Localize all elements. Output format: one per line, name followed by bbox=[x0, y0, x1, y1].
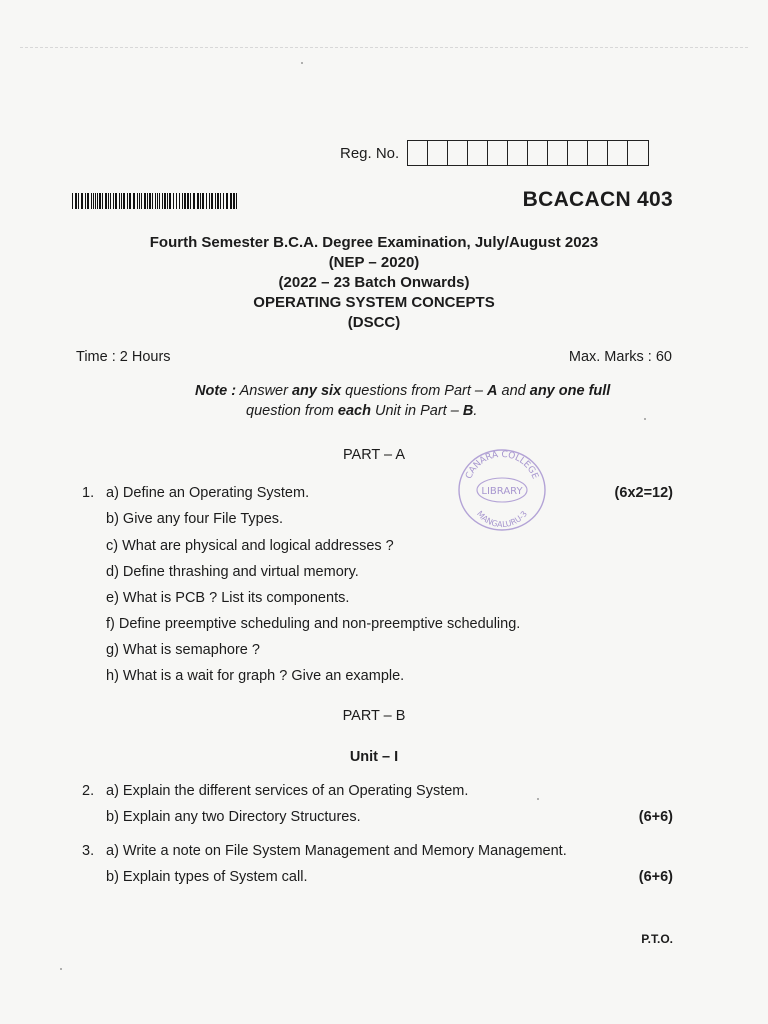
stamp-bottom-text: MANGALURU-3 bbox=[474, 509, 530, 530]
barcode-bar bbox=[217, 193, 219, 209]
barcode-bar bbox=[139, 193, 140, 209]
barcode-bar bbox=[95, 193, 96, 209]
barcode-bar bbox=[144, 193, 146, 209]
barcode-bar bbox=[187, 193, 189, 209]
barcode-bar bbox=[223, 193, 224, 209]
reg-digit-box bbox=[468, 141, 488, 165]
question-3-marks: (6+6) bbox=[638, 869, 673, 885]
question-3b: b) Explain types of System call. bbox=[106, 869, 308, 885]
note-emphasis: any one full bbox=[529, 383, 611, 399]
barcode-bar bbox=[121, 193, 122, 209]
speck bbox=[644, 418, 646, 420]
question-1f: f) Define preemptive scheduling and non-preemptive scheduling. bbox=[106, 616, 521, 632]
barcode-bar bbox=[97, 193, 98, 209]
barcode-bar bbox=[182, 193, 183, 209]
barcode-bar bbox=[157, 193, 158, 209]
barcode-bar bbox=[119, 193, 120, 209]
header-line-3: (2022 – 23 Batch Onwards) bbox=[278, 274, 470, 291]
question-1d: d) Define thrashing and virtual memory. bbox=[106, 564, 359, 580]
barcode-bar bbox=[179, 193, 180, 209]
question-1c: c) What are physical and logical addresses ? bbox=[106, 538, 394, 554]
barcode-bar bbox=[141, 193, 142, 209]
barcode-bar bbox=[102, 193, 103, 209]
barcode-bar bbox=[155, 193, 156, 209]
question-2a: a) Explain the different services of an Operating System. bbox=[106, 783, 469, 799]
question-3-number: 3. bbox=[82, 843, 95, 859]
question-1-number: 1. bbox=[82, 485, 95, 501]
reg-digit-box bbox=[608, 141, 628, 165]
barcode-bar bbox=[127, 193, 128, 209]
barcode-bar bbox=[193, 193, 195, 209]
header-line-2: (NEP – 2020) bbox=[328, 254, 420, 271]
barcode-bar bbox=[133, 193, 135, 209]
question-1g: g) What is semaphore ? bbox=[106, 642, 260, 658]
note-text: . bbox=[473, 403, 478, 419]
header-line-1: Fourth Semester B.C.A. Degree Examination, July/August 2023 bbox=[149, 234, 599, 251]
barcode-bar bbox=[137, 193, 138, 209]
barcode-bar bbox=[152, 193, 153, 209]
barcode-bar bbox=[233, 193, 235, 209]
library-stamp bbox=[455, 446, 549, 534]
time-label: Time : 2 Hours bbox=[76, 349, 171, 365]
instructions-note bbox=[195, 381, 610, 421]
barcode-bar bbox=[215, 193, 216, 209]
barcode-bar bbox=[164, 193, 166, 209]
barcode-bar bbox=[190, 193, 191, 209]
barcode-bar bbox=[200, 193, 201, 209]
barcode-bar bbox=[110, 193, 111, 209]
barcode-bar bbox=[202, 193, 204, 209]
speck bbox=[537, 798, 539, 800]
part-b-title: PART – B bbox=[342, 708, 406, 724]
reg-digit-box bbox=[628, 141, 648, 165]
part-a-title: PART – A bbox=[342, 447, 406, 463]
barcode-bar bbox=[211, 193, 213, 209]
header-course-type: (DSCC) bbox=[347, 314, 401, 331]
note-text: question from bbox=[246, 403, 338, 419]
question-1b: b) Give any four File Types. bbox=[106, 511, 284, 527]
barcode-bar bbox=[93, 193, 94, 209]
barcode-bar bbox=[113, 193, 114, 209]
reg-digit-box bbox=[588, 141, 608, 165]
barcode-bar bbox=[81, 193, 83, 209]
reg-digit-box bbox=[508, 141, 528, 165]
exam-header bbox=[0, 233, 768, 333]
question-1h: h) What is a wait for graph ? Give an example. bbox=[106, 668, 405, 684]
header-subject: OPERATING SYSTEM CONCEPTS bbox=[253, 294, 495, 311]
barcode-bar bbox=[129, 193, 131, 209]
barcode-bar bbox=[75, 193, 77, 209]
barcode-image bbox=[72, 193, 240, 209]
barcode-bar bbox=[184, 193, 186, 209]
reg-digit-box bbox=[488, 141, 508, 165]
part-b-heading bbox=[0, 708, 768, 724]
part-a-heading bbox=[0, 447, 768, 463]
barcode-bar bbox=[91, 193, 92, 209]
barcode-bar bbox=[220, 193, 221, 209]
page-turn-over: P.T.O. bbox=[641, 932, 673, 946]
note-text: questions from Part – bbox=[341, 383, 488, 399]
barcode-bar bbox=[159, 193, 160, 209]
note-emphasis: any six bbox=[291, 383, 342, 399]
note-text: and bbox=[497, 383, 530, 399]
note-line-2 bbox=[195, 401, 610, 421]
max-marks-label: Max. Marks : 60 bbox=[568, 349, 672, 365]
stamp-middle-text: LIBRARY bbox=[481, 486, 523, 497]
barcode-bar bbox=[87, 193, 89, 209]
note-emphasis: each bbox=[337, 403, 371, 419]
reg-digit-box bbox=[568, 141, 588, 165]
barcode-bar bbox=[108, 193, 109, 209]
note-text: Unit in Part – bbox=[370, 403, 463, 419]
unit-1-title: Unit – I bbox=[349, 749, 399, 765]
barcode-bar bbox=[226, 193, 228, 209]
paper-code: BCACACN 403 bbox=[522, 188, 673, 211]
question-1-marks: (6x2=12) bbox=[614, 485, 673, 501]
barcode-bar bbox=[99, 193, 101, 209]
barcode-bar bbox=[72, 193, 73, 209]
barcode-bar bbox=[105, 193, 107, 209]
barcode-bar bbox=[115, 193, 117, 209]
barcode-bar bbox=[169, 193, 171, 209]
note-prefix: Note : bbox=[195, 383, 237, 399]
barcode-bar bbox=[197, 193, 199, 209]
barcode-bar bbox=[230, 193, 232, 209]
reg-number-boxes bbox=[407, 140, 649, 166]
unit-1-heading bbox=[0, 749, 768, 765]
speck bbox=[301, 62, 303, 64]
question-2-number: 2. bbox=[82, 783, 95, 799]
barcode-bar bbox=[209, 193, 210, 209]
stamp-top-text: CANARA COLLEGE bbox=[464, 449, 540, 481]
note-emphasis: B bbox=[462, 403, 474, 419]
reg-digit-box bbox=[408, 141, 428, 165]
barcode-bar bbox=[162, 193, 163, 209]
barcode-bar bbox=[176, 193, 177, 209]
svg-text:CANARA COLLEGE bbox=[464, 450, 540, 481]
note-emphasis: A bbox=[487, 383, 498, 399]
note-text: Answer bbox=[236, 383, 292, 399]
barcode-bar bbox=[173, 193, 174, 209]
question-2-marks: (6+6) bbox=[638, 809, 673, 825]
question-1e: e) What is PCB ? List its components. bbox=[106, 590, 350, 606]
reg-number-field bbox=[340, 140, 649, 166]
top-divider bbox=[20, 47, 748, 48]
barcode-bar bbox=[236, 193, 237, 209]
barcode-bar bbox=[149, 193, 151, 209]
question-2b: b) Explain any two Directory Structures. bbox=[106, 809, 361, 825]
question-3a: a) Write a note on File System Management and Memory Management. bbox=[106, 843, 567, 859]
note-line-1 bbox=[195, 381, 610, 401]
question-1a: a) Define an Operating System. bbox=[106, 485, 310, 501]
reg-digit-box bbox=[428, 141, 448, 165]
reg-label: Reg. No. bbox=[340, 144, 400, 162]
barcode-bar bbox=[123, 193, 125, 209]
reg-digit-box bbox=[528, 141, 548, 165]
barcode-bar bbox=[206, 193, 207, 209]
barcode-bar bbox=[78, 193, 79, 209]
barcode-bar bbox=[85, 193, 86, 209]
reg-digit-box bbox=[548, 141, 568, 165]
reg-digit-box bbox=[448, 141, 468, 165]
speck bbox=[60, 968, 62, 970]
barcode-bar bbox=[167, 193, 168, 209]
barcode-bar bbox=[147, 193, 148, 209]
